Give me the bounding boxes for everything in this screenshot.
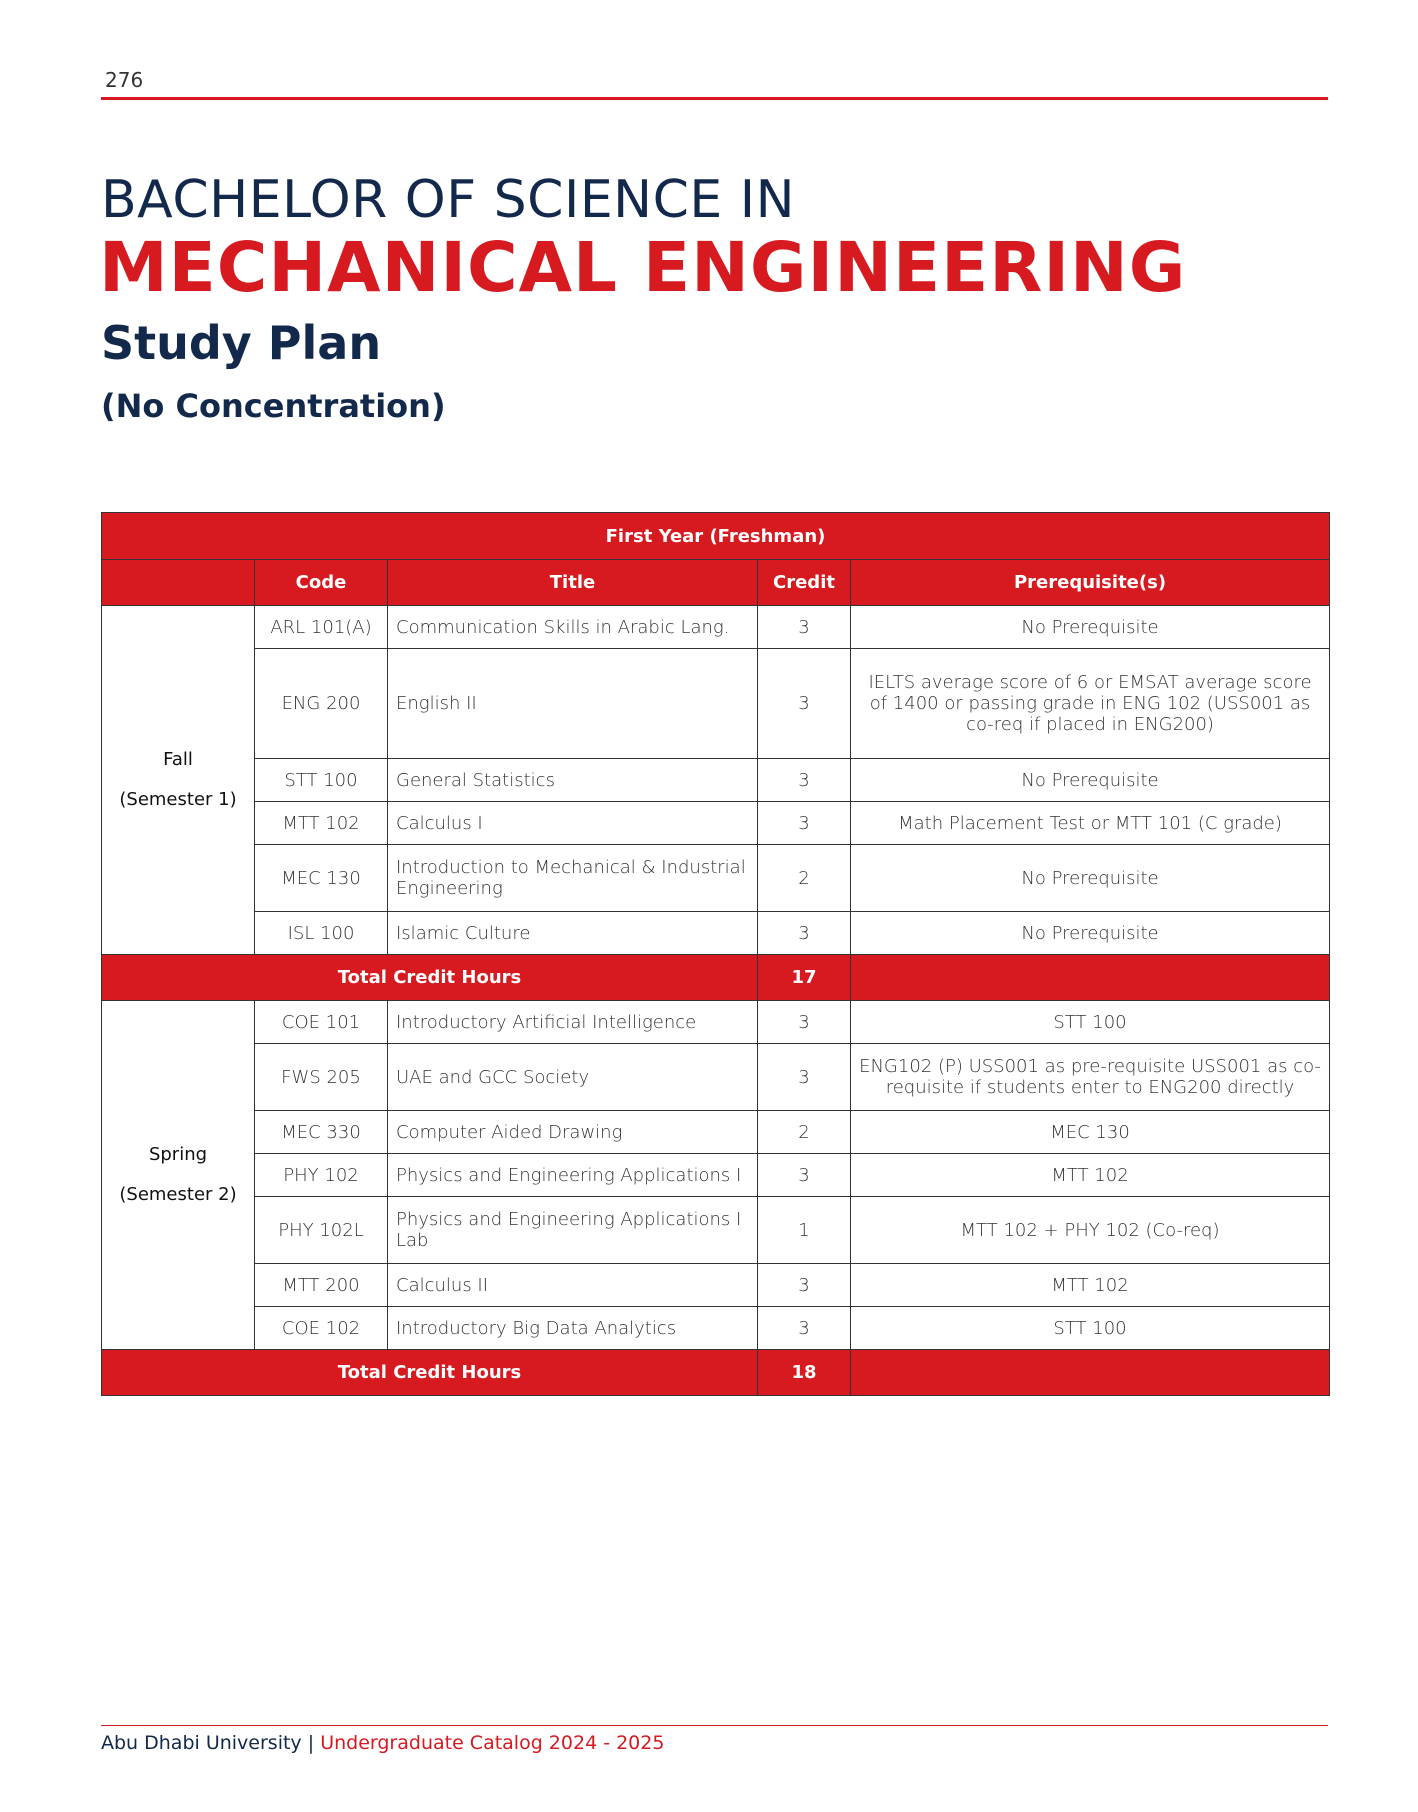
semester-name: Spring bbox=[148, 1144, 208, 1165]
table-title: First Year (Freshman) bbox=[102, 513, 1330, 560]
course-code: MTT 102 bbox=[255, 802, 388, 845]
table-row bbox=[102, 845, 1330, 912]
course-credit: 3 bbox=[758, 759, 851, 802]
course-credit: 3 bbox=[758, 1307, 851, 1350]
table-row bbox=[102, 802, 1330, 845]
course-code: ISL 100 bbox=[255, 912, 388, 955]
total-value: 18 bbox=[758, 1350, 851, 1396]
table-header-row bbox=[102, 560, 1330, 606]
course-prereq: No Prerequisite bbox=[851, 845, 1330, 912]
course-title: Physics and Engineering Applications I Lab bbox=[388, 1197, 758, 1264]
course-credit: 3 bbox=[758, 1264, 851, 1307]
course-title: General Statistics bbox=[388, 759, 758, 802]
table-row bbox=[102, 1307, 1330, 1350]
course-credit: 2 bbox=[758, 845, 851, 912]
course-code: STT 100 bbox=[255, 759, 388, 802]
column-header-code: Code bbox=[255, 560, 388, 606]
column-header-semester bbox=[102, 560, 255, 606]
course-prereq: MTT 102 bbox=[851, 1154, 1330, 1197]
course-prereq: MTT 102 + PHY 102 (Co-req) bbox=[851, 1197, 1330, 1264]
course-prereq: No Prerequisite bbox=[851, 912, 1330, 955]
course-credit: 3 bbox=[758, 1154, 851, 1197]
table-title-row bbox=[102, 513, 1330, 560]
page-number: 276 bbox=[105, 68, 144, 92]
table-row bbox=[102, 649, 1330, 759]
course-prereq: MTT 102 bbox=[851, 1264, 1330, 1307]
course-code: ENG 200 bbox=[255, 649, 388, 759]
course-title: Introduction to Mechanical & Industrial Engineering bbox=[388, 845, 758, 912]
course-credit: 3 bbox=[758, 802, 851, 845]
course-prereq: STT 100 bbox=[851, 1001, 1330, 1044]
semester-cell-spring bbox=[102, 1001, 255, 1350]
semester-sub: (Semester 1) bbox=[119, 789, 237, 810]
degree-heading: BACHELOR OF SCIENCE IN bbox=[101, 170, 796, 230]
course-credit: 3 bbox=[758, 1001, 851, 1044]
course-prereq: ENG102 (P) USS001 as pre-requisite USS001 as co-requisite if students enter to ENG200 directly bbox=[851, 1044, 1330, 1111]
course-title: Introductory Artificial Intelligence bbox=[388, 1001, 758, 1044]
column-header-prerequisites: Prerequisite(s) bbox=[851, 560, 1330, 606]
course-credit: 3 bbox=[758, 912, 851, 955]
table-row bbox=[102, 759, 1330, 802]
course-code: COE 102 bbox=[255, 1307, 388, 1350]
course-prereq: IELTS average score of 6 or EMSAT average score of 1400 or passing grade in ENG 102 (USS001 as co-req if placed in ENG200) bbox=[851, 649, 1330, 759]
total-value: 17 bbox=[758, 955, 851, 1001]
course-prereq: STT 100 bbox=[851, 1307, 1330, 1350]
semester-cell-fall bbox=[102, 606, 255, 955]
total-row-fall bbox=[102, 955, 1330, 1001]
course-credit: 3 bbox=[758, 649, 851, 759]
course-code: ARL 101(A) bbox=[255, 606, 388, 649]
table-row bbox=[102, 606, 1330, 649]
course-code: MEC 330 bbox=[255, 1111, 388, 1154]
top-divider bbox=[101, 97, 1328, 100]
course-code: MTT 200 bbox=[255, 1264, 388, 1307]
course-prereq: MEC 130 bbox=[851, 1111, 1330, 1154]
total-label: Total Credit Hours bbox=[102, 955, 758, 1001]
course-title: Islamic Culture bbox=[388, 912, 758, 955]
table-row bbox=[102, 1001, 1330, 1044]
semester-sub: (Semester 2) bbox=[119, 1184, 237, 1205]
course-code: PHY 102 bbox=[255, 1154, 388, 1197]
course-code: PHY 102L bbox=[255, 1197, 388, 1264]
course-credit: 3 bbox=[758, 1044, 851, 1111]
program-title: MECHANICAL ENGINEERING bbox=[99, 228, 1187, 308]
study-plan-title: Study Plan bbox=[101, 316, 382, 370]
footer-separator: | bbox=[307, 1732, 315, 1754]
table-row bbox=[102, 1111, 1330, 1154]
footer-divider bbox=[101, 1725, 1328, 1726]
course-title: Calculus II bbox=[388, 1264, 758, 1307]
total-empty bbox=[851, 955, 1330, 1001]
course-credit: 1 bbox=[758, 1197, 851, 1264]
course-code: MEC 130 bbox=[255, 845, 388, 912]
footer bbox=[101, 1732, 664, 1754]
course-prereq: No Prerequisite bbox=[851, 759, 1330, 802]
course-code: COE 101 bbox=[255, 1001, 388, 1044]
course-title: Computer Aided Drawing bbox=[388, 1111, 758, 1154]
total-empty bbox=[851, 1350, 1330, 1396]
semester-name: Fall bbox=[163, 749, 193, 770]
column-header-credit: Credit bbox=[758, 560, 851, 606]
course-prereq: No Prerequisite bbox=[851, 606, 1330, 649]
course-title: English II bbox=[388, 649, 758, 759]
course-title: Calculus I bbox=[388, 802, 758, 845]
course-title: Communication Skills in Arabic Lang. bbox=[388, 606, 758, 649]
table-row bbox=[102, 1044, 1330, 1111]
course-credit: 2 bbox=[758, 1111, 851, 1154]
column-header-title: Title bbox=[388, 560, 758, 606]
footer-catalog: Undergraduate Catalog 2024 - 2025 bbox=[320, 1732, 665, 1754]
course-code: FWS 205 bbox=[255, 1044, 388, 1111]
course-title: Physics and Engineering Applications I bbox=[388, 1154, 758, 1197]
footer-org: Abu Dhabi University bbox=[101, 1732, 302, 1754]
table-row bbox=[102, 1197, 1330, 1264]
course-title: UAE and GCC Society bbox=[388, 1044, 758, 1111]
course-credit: 3 bbox=[758, 606, 851, 649]
total-label: Total Credit Hours bbox=[102, 1350, 758, 1396]
table-row bbox=[102, 1154, 1330, 1197]
study-plan-table bbox=[101, 512, 1330, 1396]
table-row bbox=[102, 912, 1330, 955]
course-prereq: Math Placement Test or MTT 101 (C grade) bbox=[851, 802, 1330, 845]
concentration-subtitle: (No Concentration) bbox=[101, 387, 446, 425]
course-title: Introductory Big Data Analytics bbox=[388, 1307, 758, 1350]
total-row-spring bbox=[102, 1350, 1330, 1396]
table-row bbox=[102, 1264, 1330, 1307]
